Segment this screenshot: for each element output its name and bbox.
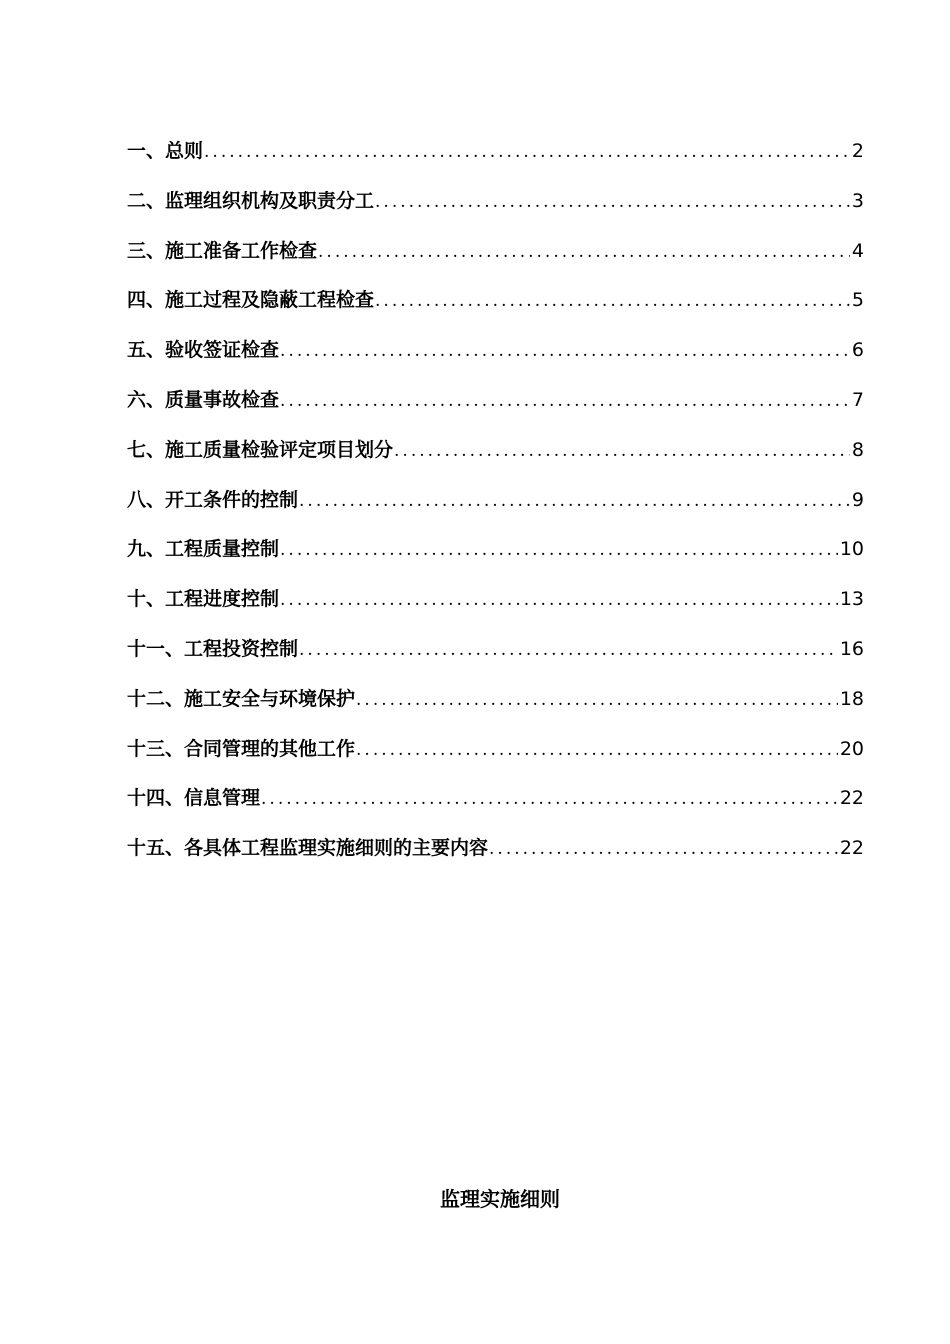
toc-entry-page: 22 <box>839 837 864 860</box>
toc-entry-title: 二、监理组织机构及职责分工 <box>127 189 375 212</box>
table-of-contents <box>127 136 864 883</box>
toc-entry-page: 5 <box>851 289 864 312</box>
toc-entry[interactable] <box>127 285 864 335</box>
toc-entry[interactable] <box>127 734 864 784</box>
toc-entry-page: 6 <box>851 339 864 362</box>
toc-entry[interactable] <box>127 335 864 385</box>
toc-entry-page: 20 <box>839 737 864 760</box>
toc-entry-page: 18 <box>839 687 864 710</box>
toc-entry-page: 22 <box>839 787 864 810</box>
toc-entry-title: 十、工程进度控制 <box>127 588 280 611</box>
toc-dot-leader <box>356 690 838 710</box>
toc-dot-leader <box>280 391 850 411</box>
toc-entry-title: 四、施工过程及隐蔽工程检查 <box>127 289 375 312</box>
toc-dot-leader <box>299 640 838 660</box>
toc-entry[interactable] <box>127 385 864 435</box>
toc-entry-title: 五、验收签证检查 <box>127 339 280 362</box>
toc-dot-leader <box>280 540 838 560</box>
toc-entry-title: 十五、各具体工程监理实施细则的主要内容 <box>127 837 489 860</box>
toc-entry[interactable] <box>127 584 864 634</box>
toc-entry-title: 十四、信息管理 <box>127 787 261 810</box>
toc-entry-title: 十二、施工安全与环境保护 <box>127 687 356 710</box>
toc-entry[interactable] <box>127 534 864 584</box>
toc-entry-title: 一、总则 <box>127 140 204 162</box>
toc-entry-page: 9 <box>851 488 864 511</box>
toc-entry-page: 7 <box>851 388 864 411</box>
toc-entry-page: 2 <box>851 140 864 162</box>
toc-entry-title: 六、质量事故检查 <box>127 388 280 411</box>
toc-entry-page: 8 <box>851 438 864 461</box>
toc-entry[interactable] <box>127 435 864 485</box>
toc-entry-title: 九、工程质量控制 <box>127 538 280 561</box>
document-heading: 监理实施细则 <box>440 1187 560 1211</box>
toc-dot-leader <box>280 341 850 361</box>
toc-entry-title: 八、开工条件的控制 <box>127 488 299 511</box>
toc-entry[interactable] <box>127 783 864 833</box>
toc-dot-leader <box>375 192 850 212</box>
toc-entry-title: 七、施工质量检验评定项目划分 <box>127 438 394 461</box>
toc-entry-title: 十一、工程投资控制 <box>127 637 299 660</box>
toc-dot-leader <box>261 789 838 809</box>
toc-dot-leader <box>356 740 838 760</box>
toc-dot-leader <box>489 839 838 859</box>
toc-dot-leader <box>204 142 850 162</box>
toc-entry[interactable] <box>127 684 864 734</box>
toc-dot-leader <box>318 242 850 262</box>
toc-entry-title: 十三、合同管理的其他工作 <box>127 737 356 760</box>
toc-entry[interactable] <box>127 186 864 236</box>
toc-dot-leader <box>280 590 838 610</box>
toc-entry[interactable] <box>127 634 864 684</box>
toc-entry-page: 4 <box>851 239 864 262</box>
toc-entry[interactable] <box>127 136 864 186</box>
toc-entry-page: 10 <box>839 538 864 561</box>
toc-entry[interactable] <box>127 236 864 286</box>
toc-dot-leader <box>375 291 850 311</box>
toc-entry[interactable] <box>127 485 864 535</box>
toc-dot-leader <box>394 441 850 461</box>
toc-dot-leader <box>299 491 850 511</box>
toc-entry-page: 3 <box>851 189 864 212</box>
toc-entry-page: 16 <box>839 637 864 660</box>
toc-entry-title: 三、施工准备工作检查 <box>127 239 318 262</box>
toc-entry[interactable] <box>127 833 864 883</box>
toc-entry-page: 13 <box>839 588 864 611</box>
